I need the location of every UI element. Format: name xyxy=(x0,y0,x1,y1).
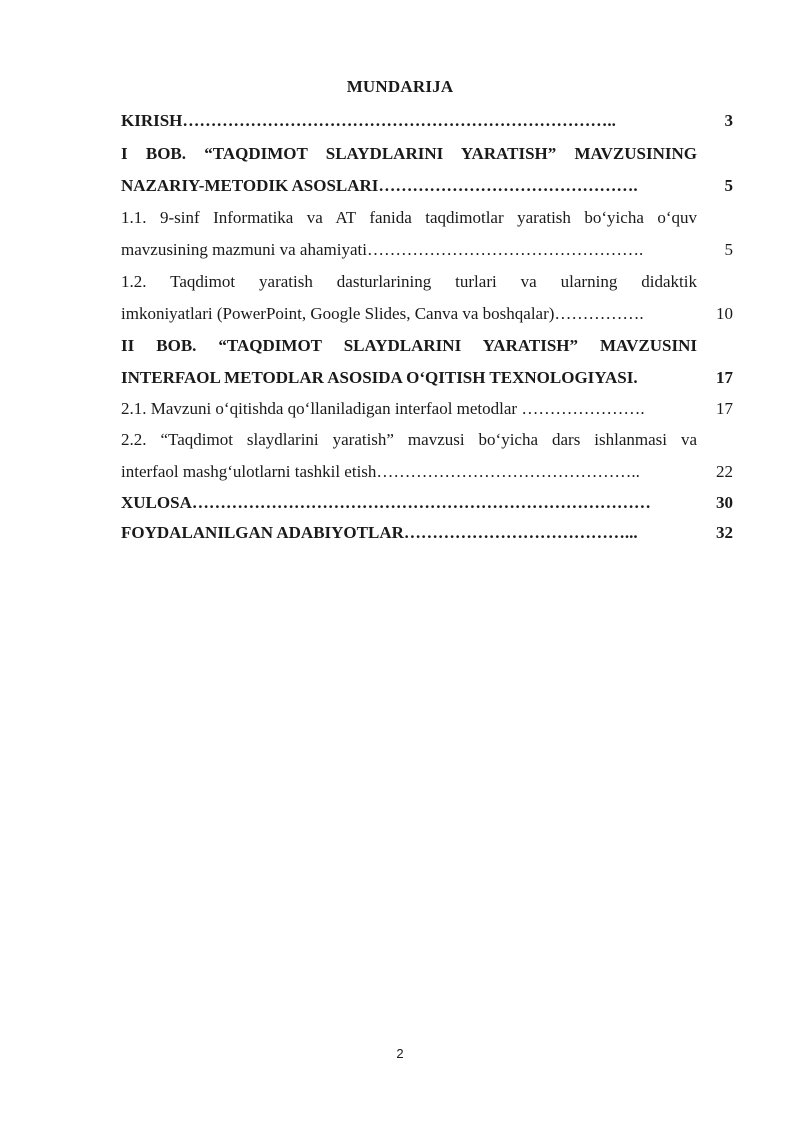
toc-line: 2.1. Mavzuni o‘qitishda qo‘llaniladigan interfaol metodlar …………………. xyxy=(121,399,645,418)
toc-page-number: 30 xyxy=(716,493,733,512)
toc-entry-text xyxy=(121,394,697,424)
toc-line: imkoniyatlari (PowerPoint, Google Slides, Canva va boshqalar)……………. xyxy=(121,304,644,323)
toc-page-number: 5 xyxy=(724,240,733,259)
toc-entry-section-2-2 xyxy=(121,424,733,488)
page-number: 2 xyxy=(396,1046,404,1061)
toc-entry-kirish xyxy=(121,106,733,136)
toc-line: 1.2. Taqdimot yaratish dasturlarining turlari va ularning didaktik xyxy=(121,272,697,291)
toc-entry-text xyxy=(121,330,697,394)
toc-line: I BOB. “TAQDIMOT SLAYDLARINI YARATISH” MAVZUSINING xyxy=(121,144,697,163)
toc-entry-section-2-1 xyxy=(121,394,733,424)
toc-entry-section-1-1 xyxy=(121,202,733,266)
toc-line: interfaol mashg‘ulotlarni tashkil etish……………………………………….. xyxy=(121,462,640,481)
toc-page-number: 17 xyxy=(716,399,733,418)
toc-page-number: 5 xyxy=(724,176,733,195)
toc-entry-chapter-2 xyxy=(121,330,733,394)
toc-line: XULOSA……………………………………………………………………… xyxy=(121,493,651,512)
toc-entry-section-1-2 xyxy=(121,266,733,330)
toc-line: KIRISH………………………………………………………………….. xyxy=(121,111,616,130)
toc-page-number: 17 xyxy=(716,368,733,387)
toc-line: INTERFAOL METODLAR ASOSIDA O‘QITISH TEXNOLOGIYASI. xyxy=(121,368,638,387)
toc-line: NAZARIY-METODIK ASOSLARI………………………………………. xyxy=(121,176,638,195)
toc-entry-text xyxy=(121,266,697,330)
toc-entry-text xyxy=(121,488,697,518)
toc-entry-text xyxy=(121,138,697,202)
toc-entry-xulosa xyxy=(121,488,733,518)
toc-entry-adabiyotlar xyxy=(121,518,733,548)
toc-line: 2.2. “Taqdimot slaydlarini yaratish” mavzusi bo‘yicha dars ishlanmasi va xyxy=(121,430,697,449)
toc-entry-text xyxy=(121,202,697,266)
toc-entry-text xyxy=(121,106,697,136)
toc-line: 1.1. 9-sinf Informatika va AT fanida taqdimotlar yaratish bo‘yicha o‘quv xyxy=(121,208,697,227)
toc-page-number: 32 xyxy=(716,523,733,542)
toc-page-number: 22 xyxy=(716,462,733,481)
toc-entry-text xyxy=(121,424,697,488)
toc-line: mavzusining mazmuni va ahamiyati…………………………………………. xyxy=(121,240,644,259)
toc-entry-chapter-1 xyxy=(121,138,733,202)
toc-page-number: 10 xyxy=(716,304,733,323)
toc-page-number: 3 xyxy=(724,111,733,130)
toc-title: MUNDARIJA xyxy=(346,77,454,96)
toc-entry-text xyxy=(121,518,697,548)
toc-line: II BOB. “TAQDIMOT SLAYDLARINI YARATISH” MAVZUSINI xyxy=(121,336,697,355)
toc-line: FOYDALANILGAN ADABIYOTLAR…………………………………... xyxy=(121,523,638,542)
table-of-contents xyxy=(121,106,733,548)
